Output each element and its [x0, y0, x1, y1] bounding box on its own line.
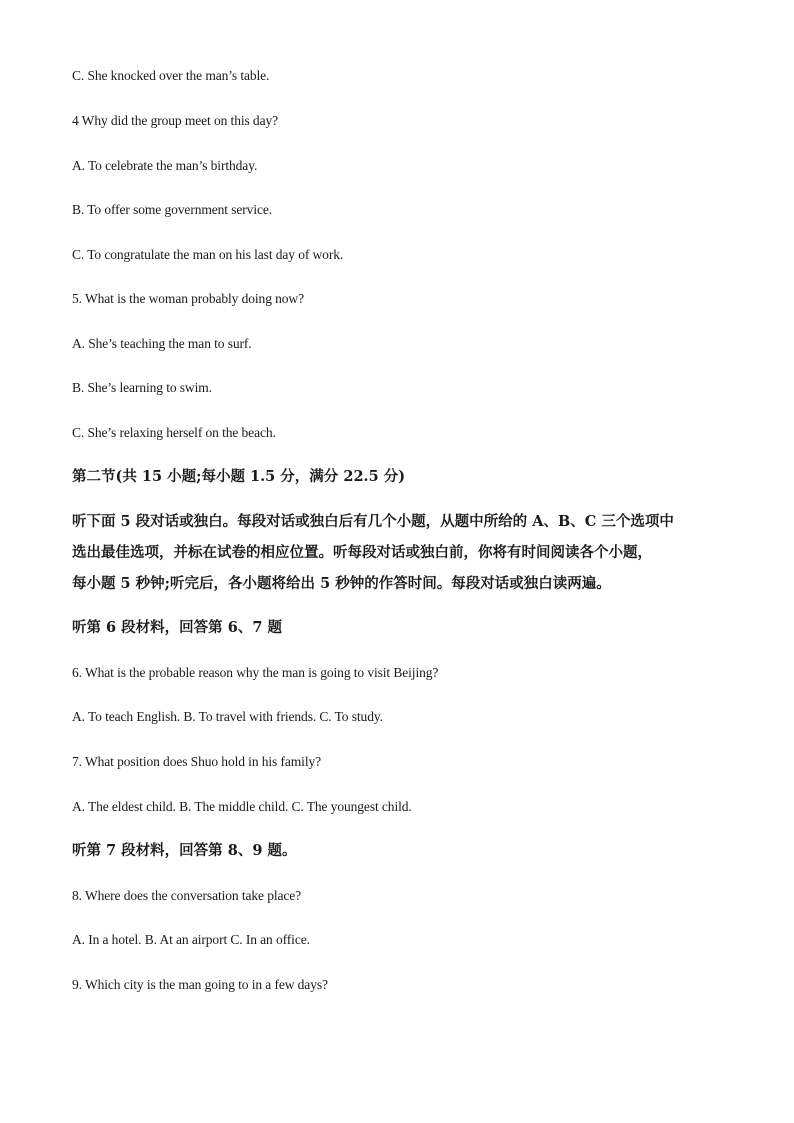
- question-9: 9. Which city is the man going to in a few days?: [72, 977, 328, 992]
- option-4a: A. To celebrate the man’s birthday.: [72, 158, 258, 173]
- options-6: A. To teach English. B. To travel with friends. C. To study.: [72, 709, 383, 724]
- material-6-heading: 听第 6 段材料，回答第 6、7 题: [72, 619, 282, 636]
- question-6: 6. What is the probable reason why the man is going to visit Beijing?: [72, 665, 439, 680]
- options-8: A. In a hotel. B. At an airport C. In an office.: [72, 932, 310, 947]
- section-2-heading: 第二节(共 15 小题;每小题 1.5 分，满分 22.5 分): [72, 468, 406, 485]
- option-4c: C. To congratulate the man on his last day of work.: [72, 247, 344, 262]
- question-5: 5. What is the woman probably doing now?: [72, 291, 304, 306]
- option-5b: B. She’s learning to swim.: [72, 380, 212, 395]
- instructions-line-3: 每小题 5 秒钟;听完后，各小题将给出 5 秒钟的作答时间。每段对话或独白读两遍。: [72, 575, 611, 592]
- option-3c: C. She knocked over the man’s table.: [72, 68, 270, 83]
- option-5a: A. She’s teaching the man to surf.: [72, 336, 252, 351]
- options-7: A. The eldest child. B. The middle child. C. The youngest child.: [72, 799, 412, 814]
- question-7: 7. What position does Shuo hold in his family?: [72, 754, 322, 769]
- material-7-heading: 听第 7 段材料，回答第 8、9 题。: [72, 842, 297, 859]
- instructions-line-2: 选出最佳选项，并标在试卷的相应位置。听每段对话或独白前，你将有时间阅读各个小题，: [72, 544, 652, 561]
- question-8: 8. Where does the conversation take place?: [72, 888, 302, 903]
- instructions-line-1: 听下面 5 段对话或独白。每段对话或独白后有几个小题，从题中所给的 A、B、C 三个选项中: [72, 513, 674, 530]
- option-5c: C. She’s relaxing herself on the beach.: [72, 425, 276, 440]
- option-4b: B. To offer some government service.: [72, 202, 273, 217]
- question-4: 4 Why did the group meet on this day?: [72, 113, 279, 128]
- section-2-instructions: [72, 506, 732, 599]
